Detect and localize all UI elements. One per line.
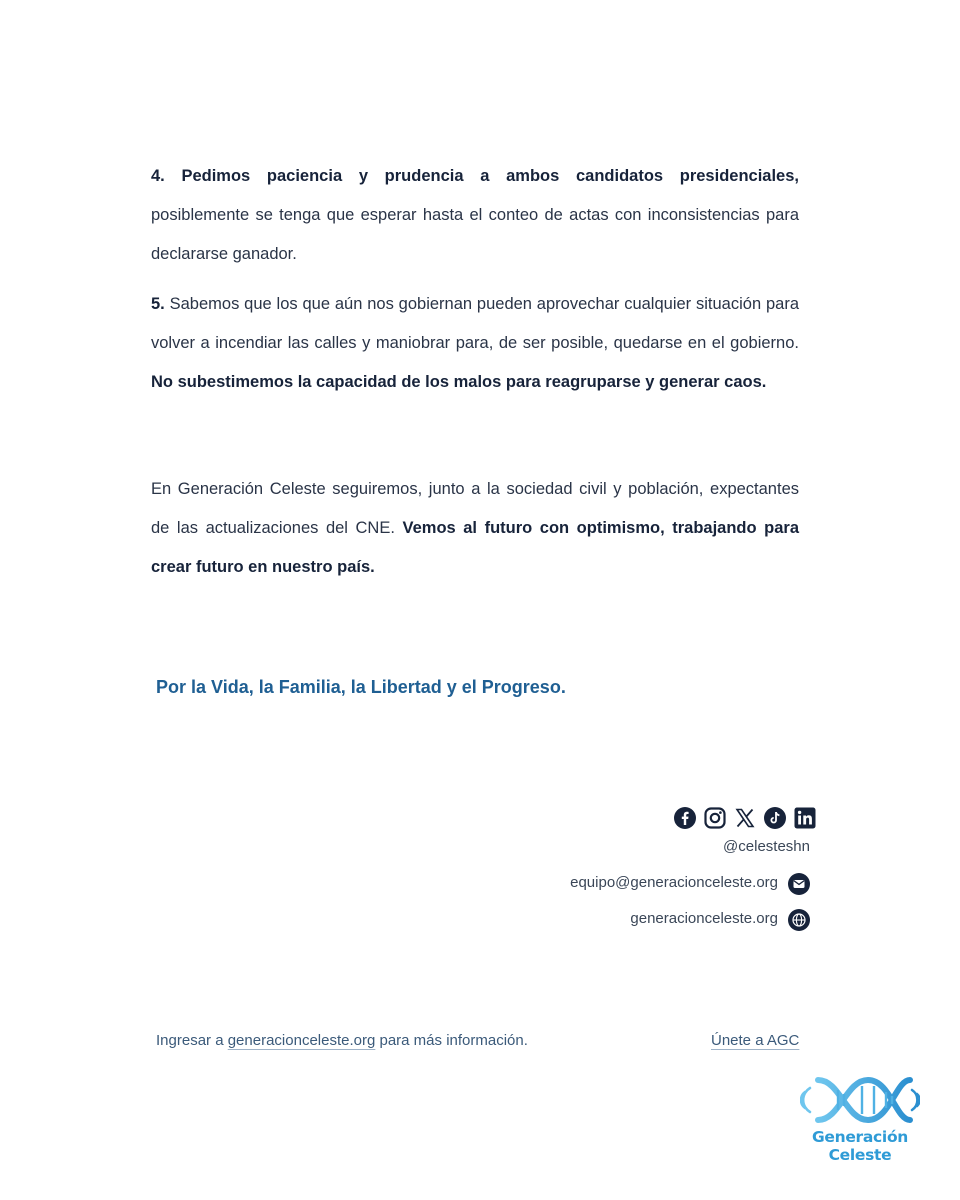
paragraph-closing-text: En Generación Celeste seguiremos, junto a la sociedad civil y población, expectantes de las actualizaciones del CNE. xyxy=(151,480,799,537)
footer-suffix: para más información. xyxy=(375,1032,528,1049)
paragraph-5 xyxy=(151,285,799,401)
paragraph-closing-bold: Vemos al futuro con optimismo, trabajando para crear futuro en nuestro país. xyxy=(151,518,799,576)
social-icons xyxy=(673,806,817,830)
email-link[interactable]: equipo@generacionceleste.org xyxy=(570,874,778,891)
instagram-icon[interactable] xyxy=(703,806,727,830)
paragraph-closing xyxy=(151,470,799,586)
globe-icon xyxy=(788,909,810,931)
x-icon[interactable] xyxy=(733,806,757,830)
paragraph-4 xyxy=(151,157,799,273)
paragraph-4-bold: 4. Pedimos paciencia y prudencia a ambos candidatos presidenciales, xyxy=(151,167,799,185)
footer-prefix: Ingresar a xyxy=(156,1032,228,1049)
motto: Por la Vida, la Familia, la Libertad y el Progreso. xyxy=(156,677,566,697)
logo-text: Generación Celeste xyxy=(811,1128,909,1164)
paragraph-5-bold: No subestimemos la capacidad de los malos para reagruparse y generar caos. xyxy=(151,372,767,391)
footer-info xyxy=(156,1032,528,1049)
facebook-icon[interactable] xyxy=(673,806,697,830)
paragraph-4-text: posiblemente se tenga que esperar hasta el conteo de actas con inconsistencias para declararse ganador. xyxy=(151,205,799,263)
website-link[interactable]: generacionceleste.org xyxy=(630,910,778,927)
join-link[interactable]: Únete a AGC xyxy=(711,1032,800,1049)
social-handle: @celesteshn xyxy=(723,838,810,855)
paragraph-5-number: 5. xyxy=(151,295,165,313)
mail-icon xyxy=(788,873,810,895)
tiktok-icon[interactable] xyxy=(763,806,787,830)
paragraph-5-text: Sabemos que los que aún nos gobiernan pueden aprovechar cualquier situación para volver a incendiar las calles y maniobrar para, de ser posible, quedarse en el gobierno. xyxy=(151,295,799,352)
linkedin-icon[interactable] xyxy=(793,806,817,830)
footer-website-link[interactable]: generacionceleste.org xyxy=(227,1032,376,1049)
